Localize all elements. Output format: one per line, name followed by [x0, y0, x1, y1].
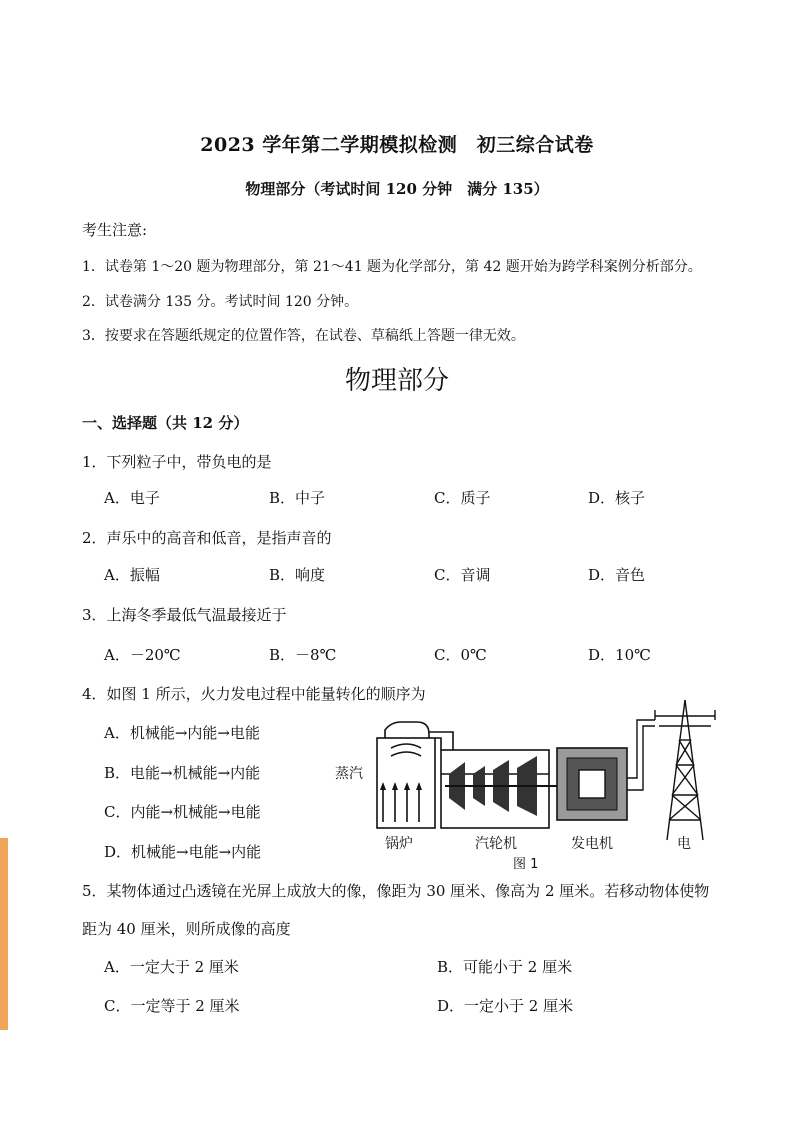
question-5-stem-line2: 距为 40 厘米，则所成像的高度 — [82, 920, 291, 938]
label-boiler: 锅炉 — [385, 836, 413, 852]
question-5-stem-line1: 5．某物体通过凸透镜在光屏上成放大的像，像距为 30 厘米、像高为 2 厘米。若移动物体使物 — [82, 882, 710, 900]
q1-option-d: D．核子 — [588, 489, 646, 507]
notice-item-3: 3．按要求在答题纸规定的位置作答，在试卷、草稿纸上答题一律无效。 — [82, 328, 525, 344]
scroll-edge-marker — [0, 838, 8, 1030]
q3-option-a: A．－20℃ — [104, 646, 181, 664]
figure-1-power-plant — [325, 690, 725, 876]
generator-core — [579, 770, 605, 798]
q4-option-a: A．机械能→内能→电能 — [104, 724, 260, 742]
label-generator: 发电机 — [571, 836, 613, 852]
label-turbine: 汽轮机 — [475, 836, 517, 852]
q1-option-b: B．中子 — [269, 489, 326, 507]
pylon — [655, 700, 715, 840]
q3-option-d: D．10℃ — [588, 646, 651, 664]
q2-option-b: B．响度 — [269, 566, 326, 584]
q4-option-c: C．内能→机械能→电能 — [104, 803, 261, 821]
exam-title: 2023 学年第二学期模拟检测 初三综合试卷 — [200, 134, 594, 156]
section-title: 物理部分 — [344, 366, 449, 396]
notice-heading: 考生注意: — [82, 221, 148, 239]
q5-option-c: C．一定等于 2 厘米 — [104, 997, 240, 1015]
q3-option-b: B．－8℃ — [269, 646, 337, 664]
question-4-stem: 4．如图 1 所示，火力发电过程中能量转化的顺序为 — [82, 685, 426, 703]
question-1-stem: 1．下列粒子中，带负电的是 — [82, 453, 272, 471]
boiler-top — [385, 722, 429, 738]
exam-subtitle: 物理部分（考试时间 120 分钟 满分 135） — [245, 180, 549, 198]
q5-option-b: B．可能小于 2 厘米 — [437, 958, 573, 976]
question-3-stem: 3．上海冬季最低气温最接近于 — [82, 606, 287, 624]
notice-item-2: 2．试卷满分 135 分。考试时间 120 分钟。 — [82, 294, 359, 310]
q4-option-b: B．电能→机械能→内能 — [104, 764, 261, 782]
q2-option-c: C．音调 — [434, 566, 491, 584]
label-steam: 蒸汽 — [335, 766, 363, 782]
figure-caption: 图 1 — [513, 857, 539, 872]
question-2-stem: 2．声乐中的高音和低音，是指声音的 — [82, 529, 332, 547]
boiler-coil — [391, 744, 421, 756]
q2-option-d: D．音色 — [588, 566, 646, 584]
q2-option-a: A．振幅 — [104, 566, 160, 584]
q3-option-c: C．0℃ — [434, 646, 487, 664]
power-line — [627, 720, 655, 790]
q5-option-a: A．一定大于 2 厘米 — [104, 958, 239, 976]
q5-option-d: D．一定小于 2 厘米 — [437, 997, 574, 1015]
q1-option-a: A．电子 — [104, 489, 160, 507]
notice-item-1: 1．试卷第 1～20 题为物理部分，第 21～41 题为化学部分，第 42 题开始为跨学科案例分析部分。 — [82, 259, 702, 275]
q4-option-d: D．机械能→电能→内能 — [104, 843, 262, 861]
label-electricity: 电 — [677, 836, 691, 852]
q1-option-c: C．质子 — [434, 489, 491, 507]
part1-heading: 一、选择题（共 12 分） — [82, 414, 249, 432]
